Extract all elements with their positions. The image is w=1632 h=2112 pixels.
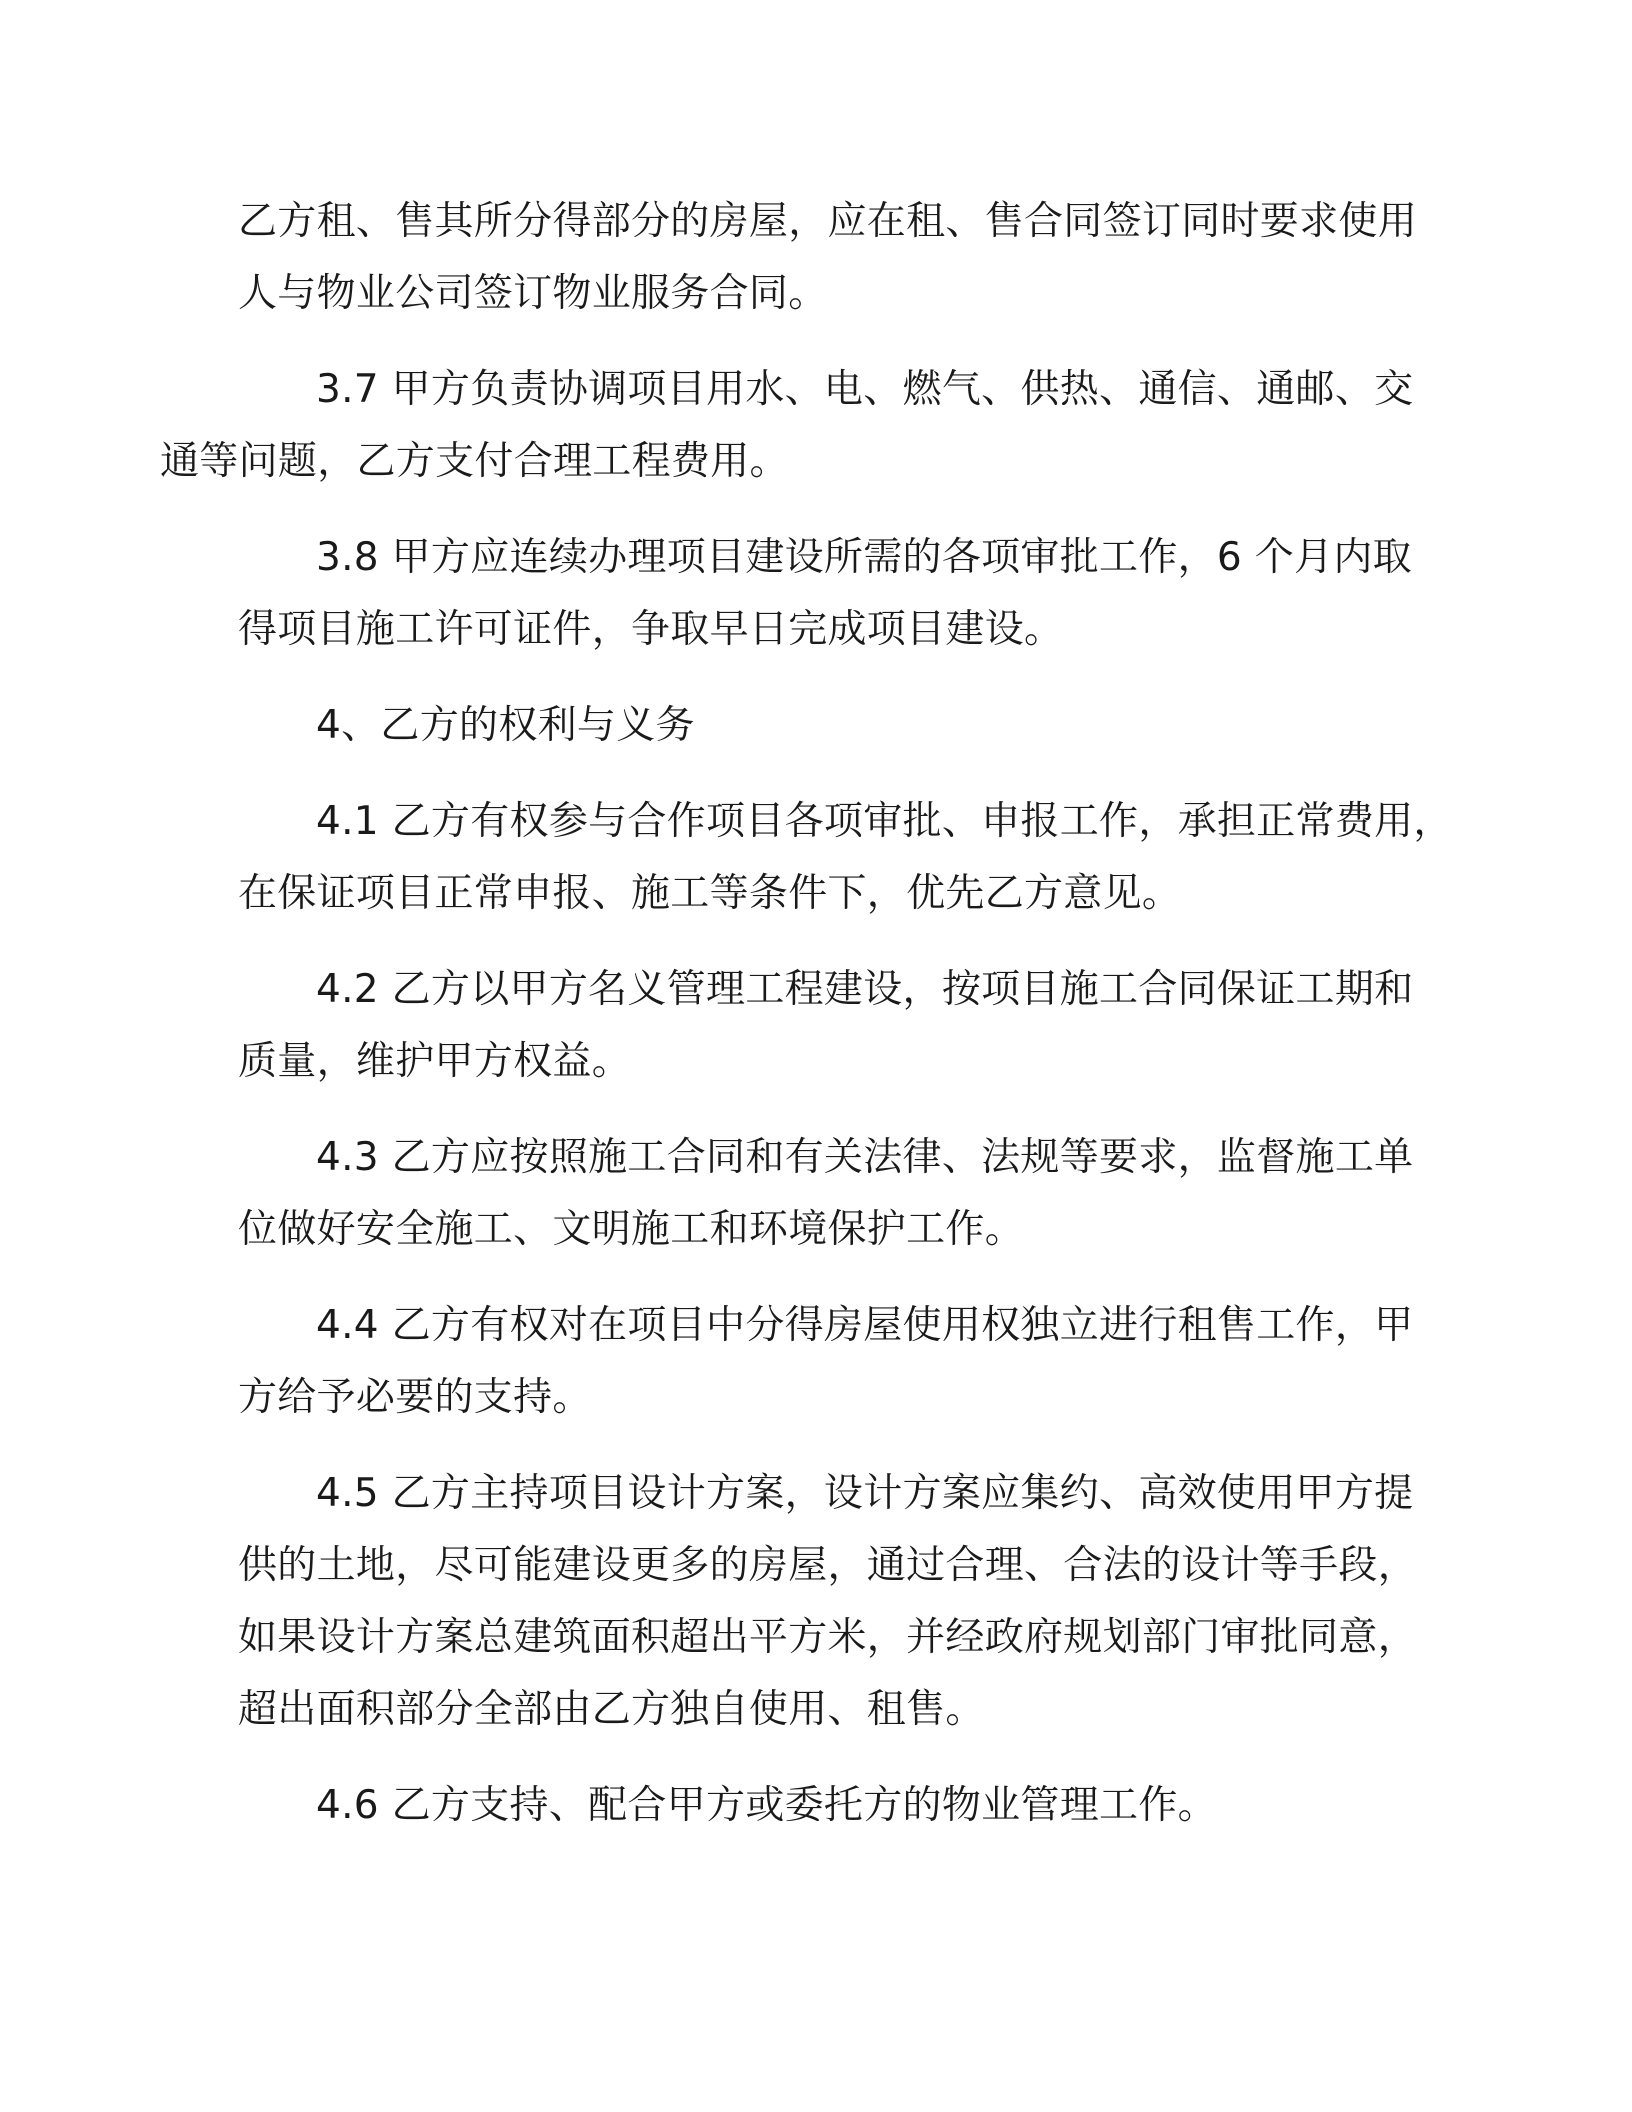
text-line: 质量，维护甲方权益。 [238, 1039, 632, 1084]
clause-4-6 [238, 1770, 1398, 1842]
text-line: 乙方租、售其所分得部分的房屋，应在租、售合同签订同时要求使用 [238, 199, 1418, 244]
text-line: 得项目施工许可证件，争取早日完成项目建设。 [238, 607, 1064, 652]
section-4-heading [238, 690, 1398, 762]
text-line: 超出面积部分全部由乙方独自使用、租售。 [238, 1687, 985, 1732]
text-line: 供的土地，尽可能建设更多的房屋，通过合理、合法的设计等手段， [238, 1543, 1418, 1588]
clause-4-2 [238, 954, 1414, 1098]
text-line: 4.4 乙方有权对在项目中分得房屋使用权独立进行租售工作，甲 [316, 1303, 1414, 1348]
clause-3-7 [160, 354, 1414, 498]
text-line: 通等问题，乙方支付合理工程费用。 [160, 439, 789, 484]
text-line: 位做好安全施工、文明施工和环境保护工作。 [238, 1207, 1025, 1252]
text-line: 4.3 乙方应按照施工合同和有关法律、法规等要求，监督施工单 [316, 1135, 1414, 1180]
text-line: 人与物业公司签订物业服务合同。 [238, 271, 828, 316]
text-line: 在保证项目正常申报、施工等条件下，优先乙方意见。 [238, 871, 1182, 916]
clause-4-1 [238, 786, 1453, 930]
clause-4-4 [238, 1290, 1414, 1434]
text-line: 3.8 甲方应连续办理项目建设所需的各项审批工作，6 个月内取 [316, 535, 1412, 580]
text-line: 4.5 乙方主持项目设计方案，设计方案应集约、高效使用甲方提 [316, 1471, 1414, 1516]
text-line: 4.2 乙方以甲方名义管理工程建设，按项目施工合同保证工期和 [316, 967, 1414, 1012]
clause-4-5 [238, 1458, 1418, 1746]
text-line: 方给予必要的支持。 [238, 1375, 592, 1420]
clause-4-3 [238, 1122, 1414, 1266]
text-line: 如果设计方案总建筑面积超出平方米，并经政府规划部门审批同意， [238, 1615, 1418, 1660]
text-line: 3.7 甲方负责协调项目用水、电、燃气、供热、通信、通邮、交 [316, 367, 1414, 412]
text-line: 4.1 乙方有权参与合作项目各项审批、申报工作，承担正常费用， [316, 799, 1453, 844]
clause-3-8 [238, 522, 1412, 666]
text-line: 4.6 乙方支持、配合甲方或委托方的物业管理工作。 [316, 1783, 1217, 1828]
document-body [160, 186, 1453, 1866]
text-line: 4、乙方的权利与义务 [316, 703, 695, 748]
paragraph-lease-sale [238, 186, 1418, 330]
